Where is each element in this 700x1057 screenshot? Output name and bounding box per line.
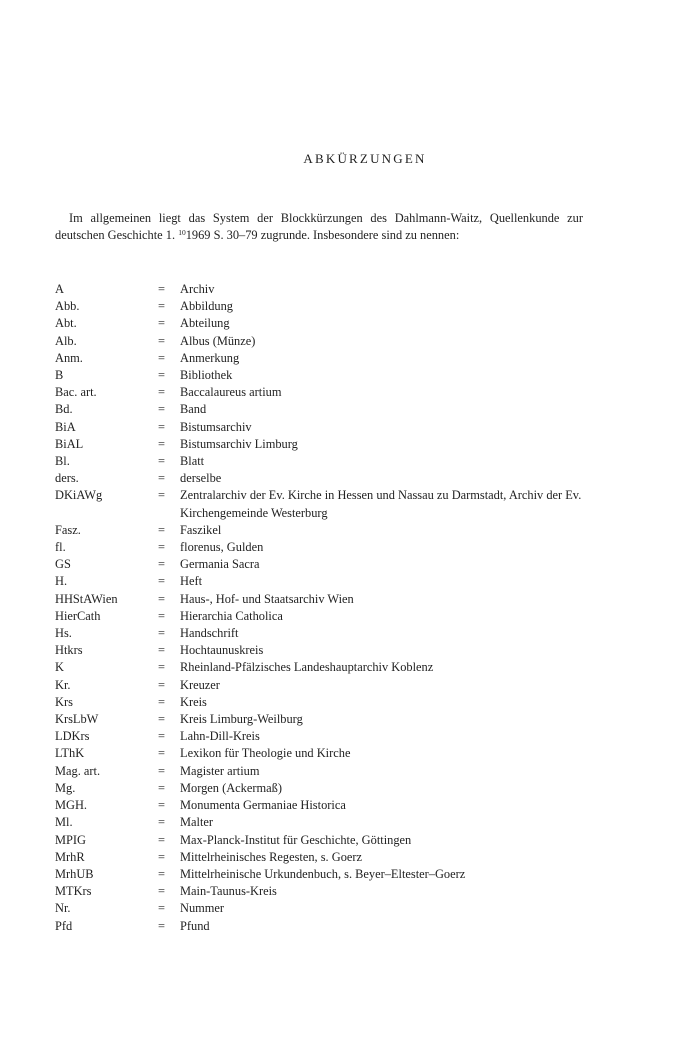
abbreviation-term: BiA [55, 419, 76, 434]
abbreviation-definition: Mittelrheinische Urkundenbuch, s. Beyer–Eltester–Goerz [180, 866, 466, 881]
abbreviation-row [55, 625, 595, 642]
equals-sign: = [158, 729, 165, 744]
abbreviation-row [55, 832, 595, 849]
abbreviation-term: K [55, 660, 64, 675]
abbreviation-row [55, 608, 595, 625]
abbreviation-definition: Anmerkung [180, 350, 240, 365]
abbreviation-definition: Malter [180, 815, 214, 830]
equals-sign: = [158, 454, 165, 469]
equals-sign: = [158, 884, 165, 899]
equals-sign: = [158, 282, 165, 296]
abbreviation-row [55, 556, 595, 573]
abbreviation-term: MrhUB [55, 866, 94, 881]
abbreviation-definition: Faszikel [180, 522, 222, 537]
abbreviation-row [55, 797, 595, 814]
equals-sign: = [158, 574, 165, 589]
abbreviation-term: HHStAWien [55, 591, 118, 606]
abbreviation-term: B [55, 368, 64, 383]
abbreviation-row [55, 367, 595, 384]
abbreviation-term: Krs [55, 694, 73, 709]
abbreviation-definition: Rheinland-Pfälzisches Landeshauptarchiv Koblenz [180, 660, 434, 675]
abbreviation-definition: Archiv [180, 282, 215, 296]
abbreviation-term: A [55, 282, 64, 296]
abbreviation-term: Abb. [55, 299, 80, 314]
abbreviation-definition: Max-Planck-Institut für Geschichte, Göttingen [180, 832, 412, 847]
equals-sign: = [158, 746, 165, 761]
abbreviation-definition: Baccalaureus artium [180, 385, 282, 400]
equals-sign: = [158, 626, 165, 641]
abbreviation-definition: Nummer [180, 901, 225, 916]
equals-sign: = [158, 712, 165, 727]
equals-sign: = [158, 901, 165, 916]
equals-sign: = [158, 763, 165, 778]
abbreviation-row [55, 591, 595, 608]
abbreviation-row [55, 849, 595, 866]
intro-paragraph [55, 210, 583, 245]
abbreviation-term: HierCath [55, 608, 101, 623]
equals-sign: = [158, 557, 165, 572]
abbreviation-definition: Heft [180, 574, 203, 589]
abbreviation-definition: Mittelrheinisches Regesten, s. Goerz [180, 849, 363, 864]
abbreviation-definition: Lahn-Dill-Kreis [180, 729, 260, 744]
abbreviation-row [55, 728, 595, 745]
abbreviation-term: MTKrs [55, 884, 92, 899]
abbreviation-definition: Kreis [180, 694, 207, 709]
abbreviation-term: Ml. [55, 815, 73, 830]
abbreviation-row [55, 333, 595, 350]
equals-sign: = [158, 436, 165, 451]
equals-sign: = [158, 368, 165, 383]
edition-superscript: 10 [178, 228, 186, 238]
abbreviation-term: MGH. [55, 798, 88, 813]
abbreviation-term: Bac. art. [55, 385, 97, 400]
abbreviation-definition: Abteilung [180, 316, 230, 331]
abbreviation-row [55, 745, 595, 762]
abbreviation-row [55, 539, 595, 556]
abbreviation-row [55, 763, 595, 780]
abbreviation-row [55, 419, 595, 436]
equals-sign: = [158, 798, 165, 813]
equals-sign: = [158, 780, 165, 795]
abbreviation-term: Fasz. [55, 522, 81, 537]
abbreviation-definition: Zentralarchiv der Ev. Kirche in Hessen und Nassau zu Darmstadt, Archiv der Ev. Kirchengemeinde Westerburg [180, 488, 582, 520]
equals-sign: = [158, 522, 165, 537]
abbreviation-term: ders. [55, 471, 79, 486]
abbreviation-definition: Albus (Münze) [180, 333, 256, 348]
abbreviation-definition: Magister artium [180, 763, 260, 778]
equals-sign: = [158, 815, 165, 830]
abbreviation-term: Nr. [55, 901, 71, 916]
abbreviation-row [55, 883, 595, 900]
page-title: ABKÜRZUNGEN [303, 151, 427, 166]
abbreviation-definition: Bibliothek [180, 368, 233, 383]
abbreviation-row [55, 350, 595, 367]
intro-text-part1: Im allgemeinen liegt das System der Blockkürzungen des Dahlmann-Waitz, Quellenkunde zur deutschen Geschichte 1. [55, 211, 583, 243]
equals-sign: = [158, 333, 165, 348]
equals-sign: = [158, 299, 165, 314]
abbreviation-row [55, 298, 595, 315]
intro-text-part2: 1969 S. 30–79 zugrunde. Insbesondere sind zu nennen: [185, 228, 460, 243]
abbreviation-list [55, 281, 595, 935]
equals-sign: = [158, 488, 165, 503]
abbreviation-definition: Morgen (Ackermaß) [180, 780, 282, 795]
abbreviation-row [55, 573, 595, 590]
abbreviation-term: Alb. [55, 333, 77, 348]
abbreviation-term: Htkrs [55, 643, 83, 658]
abbreviation-definition: Haus-, Hof- und Staatsarchiv Wien [180, 591, 354, 606]
abbreviation-row [55, 780, 595, 797]
abbreviation-definition: Main-Taunus-Kreis [180, 884, 277, 899]
abbreviation-row [55, 453, 595, 470]
abbreviation-term: Hs. [55, 626, 72, 641]
abbreviation-row [55, 918, 595, 935]
abbreviation-term: Anm. [55, 350, 83, 365]
abbreviation-row [55, 315, 595, 332]
equals-sign: = [158, 316, 165, 331]
equals-sign: = [158, 694, 165, 709]
abbreviation-definition: florenus, Gulden [180, 540, 264, 555]
abbreviation-definition: Kreis Limburg-Weilburg [180, 712, 303, 727]
abbreviation-term: Bl. [55, 454, 70, 469]
abbreviation-term: LThK [55, 746, 85, 761]
abbreviation-row [55, 711, 595, 728]
abbreviation-term: LDKrs [55, 729, 90, 744]
abbreviation-term: Mg. [55, 780, 76, 795]
abbreviation-term: GS [55, 557, 71, 572]
equals-sign: = [158, 350, 165, 365]
equals-sign: = [158, 591, 165, 606]
abbreviation-row [55, 281, 595, 298]
abbreviation-row [55, 642, 595, 659]
equals-sign: = [158, 677, 165, 692]
abbreviation-term: Bd. [55, 402, 73, 417]
abbreviation-row [55, 694, 595, 711]
abbreviation-term: MrhR [55, 849, 85, 864]
abbreviation-term: MPIG [55, 832, 86, 847]
equals-sign: = [158, 643, 165, 658]
abbreviation-term: BiAL [55, 436, 84, 451]
abbreviation-definition: Hochtaunuskreis [180, 643, 264, 658]
equals-sign: = [158, 660, 165, 675]
equals-sign: = [158, 419, 165, 434]
abbreviation-row [55, 436, 595, 453]
abbreviation-row [55, 522, 595, 539]
abbreviation-term: DKiAWg [55, 488, 103, 503]
abbreviation-definition: derselbe [180, 471, 222, 486]
abbreviation-definition: Abbildung [180, 299, 234, 314]
equals-sign: = [158, 385, 165, 400]
abbreviation-term: Mag. art. [55, 763, 101, 778]
equals-sign: = [158, 849, 165, 864]
abbreviation-term: Abt. [55, 316, 77, 331]
abbreviation-term: KrsLbW [55, 712, 99, 727]
abbreviation-definition: Bistumsarchiv [180, 419, 252, 434]
abbreviation-definition: Lexikon für Theologie und Kirche [180, 746, 351, 761]
abbreviation-definition: Pfund [180, 918, 210, 933]
equals-sign: = [158, 832, 165, 847]
abbreviation-row [55, 677, 595, 694]
abbreviation-definition: Kreuzer [180, 677, 220, 692]
abbreviation-row [55, 487, 595, 521]
abbreviation-term: Kr. [55, 677, 71, 692]
abbreviation-row [55, 401, 595, 418]
abbreviation-row [55, 659, 595, 676]
equals-sign: = [158, 608, 165, 623]
abbreviation-row [55, 384, 595, 401]
abbreviation-term: H. [55, 574, 68, 589]
abbreviation-row [55, 470, 595, 487]
equals-sign: = [158, 471, 165, 486]
abbreviation-definition: Hierarchia Catholica [180, 608, 283, 623]
abbreviation-row [55, 866, 595, 883]
abbreviation-term: Pfd [55, 918, 73, 933]
equals-sign: = [158, 540, 165, 555]
abbreviation-definition: Monumenta Germaniae Historica [180, 798, 346, 813]
abbreviation-term: fl. [55, 540, 66, 555]
abbreviation-definition: Germania Sacra [180, 557, 260, 572]
abbreviation-definition: Blatt [180, 454, 205, 469]
equals-sign: = [158, 866, 165, 881]
abbreviation-definition: Band [180, 402, 207, 417]
equals-sign: = [158, 918, 165, 933]
equals-sign: = [158, 402, 165, 417]
abbreviation-row [55, 814, 595, 831]
abbreviation-row [55, 900, 595, 917]
abbreviation-definition: Handschrift [180, 626, 239, 641]
abbreviation-definition: Bistumsarchiv Limburg [180, 436, 298, 451]
